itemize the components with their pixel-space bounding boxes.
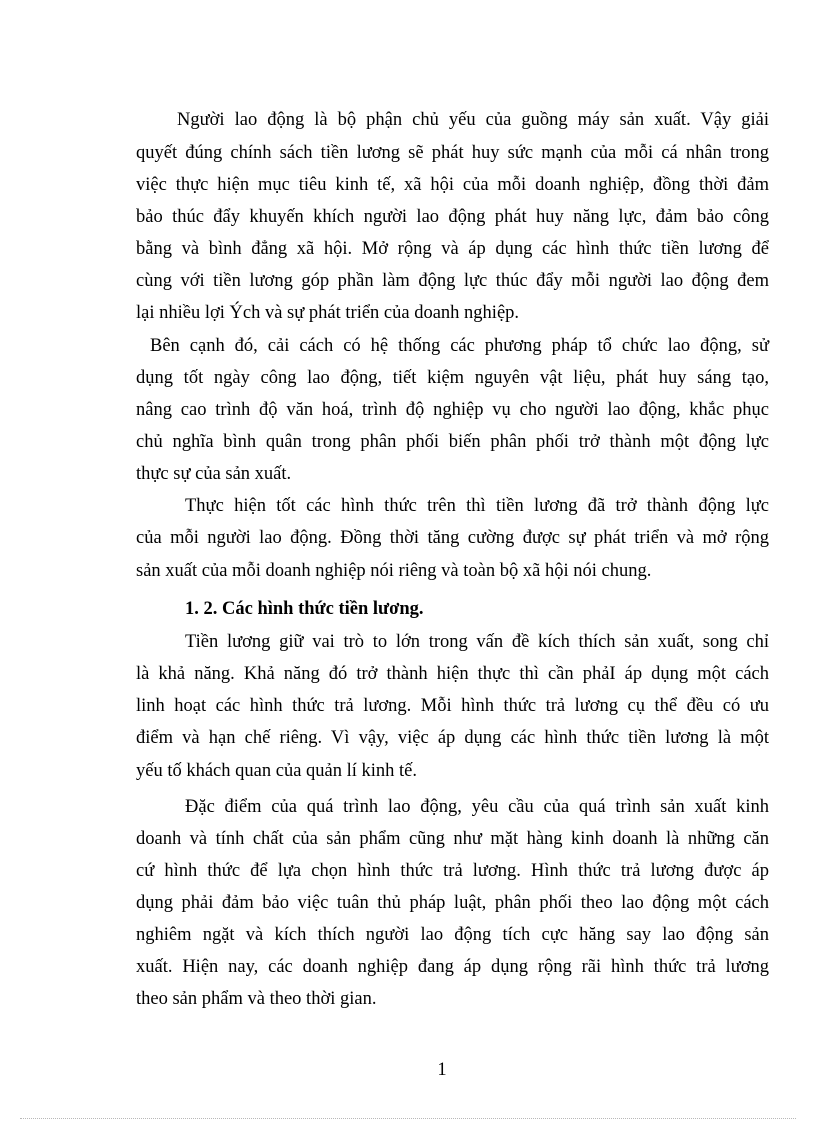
- paragraph-1-line-4: bảo thúc đẩy khuyến khích người lao động phát huy năng lực, đảm bảo công: [136, 207, 769, 227]
- paragraph-4-line-2: là khả năng. Khả năng đó trở thành hiện thực thì cần phảI áp dụng một cách: [136, 664, 769, 684]
- paragraph-3-line-1: Thực hiện tốt các hình thức trên thì tiền lương đã trở thành động lực: [185, 496, 769, 516]
- page-number: 1: [437, 1060, 447, 1080]
- section-heading: 1. 2. Các hình thức tiền lương.: [185, 599, 424, 619]
- paragraph-1-line-7: lại nhiều lợi Ých và sự phát triển của doanh nghiệp.: [136, 303, 520, 323]
- paragraph-1-line-2: quyết đúng chính sách tiền lương sẽ phát huy sức mạnh của mỗi cá nhân trong: [136, 143, 769, 163]
- paragraph-5-line-4: dụng phải đảm bảo việc tuân thủ pháp luật, phân phối theo lao động một cách: [136, 893, 769, 913]
- paragraph-3-line-3: sản xuất của mỗi doanh nghiệp nói riêng và toàn bộ xã hội nói chung.: [136, 561, 652, 581]
- paragraph-4-line-5: yếu tố khách quan của quản lí kinh tế.: [136, 761, 418, 781]
- paragraph-5-line-5: nghiêm ngặt và kích thích người lao động tích cực hăng say lao động sản: [136, 925, 769, 945]
- paragraph-2-line-4: chủ nghĩa bình quân trong phân phối biến phân phối trở thành một động lực: [136, 432, 769, 452]
- paragraph-1-line-3: việc thực hiện mục tiêu kinh tế, xã hội của mỗi doanh nghiệp, đồng thời đảm: [136, 175, 769, 195]
- paragraph-4-line-4: điểm và hạn chế riêng. Vì vậy, việc áp dụng các hình thức tiền lương là một: [136, 728, 769, 748]
- paragraph-3-line-2: của mỗi người lao động. Đồng thời tăng cường được sự phát triển và mở rộng: [136, 528, 769, 548]
- paragraph-4-line-1: Tiền lương giữ vai trò to lớn trong vấn đề kích thích sản xuất, song chỉ: [185, 632, 769, 652]
- paragraph-5-line-2: doanh và tính chất của sản phẩm cũng như mặt hàng kinh doanh là những căn: [136, 829, 769, 849]
- paragraph-2-line-2: dụng tốt ngày công lao động, tiết kiệm nguyên vật liệu, phát huy sáng tạo,: [136, 368, 769, 388]
- paragraph-5-line-3: cứ hình thức để lựa chọn hình thức trả lương. Hình thức trả lương được áp: [136, 861, 769, 881]
- paragraph-5-line-6: xuất. Hiện nay, các doanh nghiệp đang áp dụng rộng rãi hình thức trả lương: [136, 957, 769, 977]
- paragraph-2-line-5: thực sự của sản xuất.: [136, 464, 292, 484]
- paragraph-1-line-6: cùng với tiền lương góp phần làm động lực thúc đẩy mỗi người lao động đem: [136, 271, 769, 291]
- page-bottom-divider: [20, 1118, 796, 1119]
- paragraph-1-line-5: bằng và bình đẳng xã hội. Mở rộng và áp dụng các hình thức tiền lương để: [136, 239, 769, 259]
- paragraph-5-line-7: theo sản phẩm và theo thời gian.: [136, 989, 377, 1009]
- paragraph-2-line-1: Bên cạnh đó, cải cách có hệ thống các phương pháp tổ chức lao động, sử: [150, 336, 769, 356]
- paragraph-2-line-3: nâng cao trình độ văn hoá, trình độ nghiệp vụ cho người lao động, khắc phục: [136, 400, 769, 420]
- paragraph-4-line-3: linh hoạt các hình thức trả lương. Mỗi hình thức trả lương cụ thể đều có ưu: [136, 696, 769, 716]
- paragraph-5-line-1: Đặc điểm của quá trình lao động, yêu cầu của quá trình sản xuất kinh: [185, 797, 769, 817]
- paragraph-1-line-1: Người lao động là bộ phận chủ yếu của guồng máy sản xuất. Vậy giải: [177, 110, 769, 130]
